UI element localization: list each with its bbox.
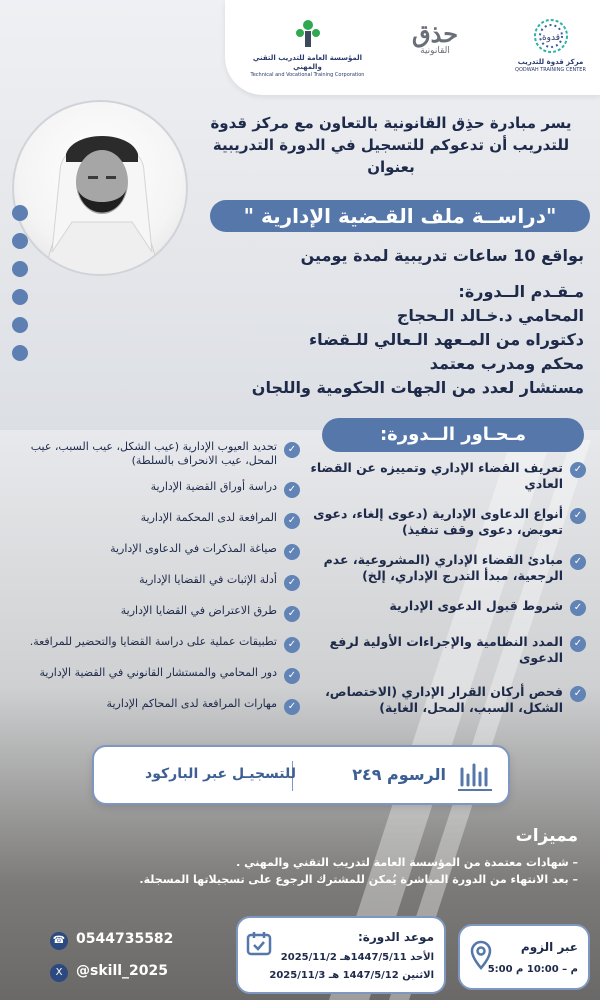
decorative-dots bbox=[12, 205, 28, 373]
topics-list-left bbox=[10, 440, 300, 715]
topic-item bbox=[306, 506, 586, 538]
check-icon: ✓ bbox=[570, 636, 586, 652]
haqq-subtitle: القانونية bbox=[420, 46, 450, 56]
topics-list-right bbox=[306, 460, 586, 716]
phone-icon: ☎ bbox=[50, 932, 68, 950]
date-line-2: الاثنين 1447/5/12 هـ 2025/11/3 bbox=[269, 970, 434, 981]
qodwah-glyph: قدوة bbox=[541, 33, 560, 43]
qodwah-logo bbox=[513, 18, 588, 74]
feature-item: – بعد الانتهاء من الدورة المباشرة يُمكن للمشترك الرجوع على تسجيلاتها المسجلة. bbox=[139, 873, 578, 886]
decor-dot bbox=[12, 345, 28, 361]
check-icon: ✓ bbox=[284, 606, 300, 622]
check-icon: ✓ bbox=[570, 600, 586, 616]
topic-text: دراسة أوراق القضية الإدارية bbox=[150, 480, 277, 493]
presenter-credential-1: دكتوراه من المـعهد الـعالي للـقضاء bbox=[309, 330, 584, 349]
topic-text: شروط قبول الدعوى الإدارية bbox=[389, 598, 563, 613]
topic-text: صياغة المذكرات في الدعاوى الإدارية bbox=[110, 542, 277, 555]
topic-item bbox=[10, 573, 300, 591]
features-title: مميزات bbox=[515, 826, 578, 846]
topic-text: مهارات المرافعة لدى المحاكم الإدارية bbox=[106, 697, 277, 710]
topic-item bbox=[306, 598, 586, 616]
check-icon: ✓ bbox=[570, 554, 586, 570]
presenter-name: المحامي د.خـالد الـحجاج bbox=[396, 306, 584, 325]
social-handle[interactable]: @skill_2025 bbox=[76, 963, 169, 979]
phone-number[interactable]: 0544735582 bbox=[76, 931, 174, 947]
topic-text: أدلة الإثبات في القضايا الإدارية bbox=[139, 573, 277, 586]
check-icon: ✓ bbox=[284, 699, 300, 715]
topic-item bbox=[306, 684, 586, 716]
check-icon: ✓ bbox=[284, 442, 300, 458]
topic-item bbox=[10, 480, 300, 498]
intro-line-1: يسر مبادرة حذِق القانونية بالتعاون مع مركز قدوة bbox=[210, 114, 572, 132]
registration-banner[interactable] bbox=[92, 745, 510, 805]
check-icon: ✓ bbox=[284, 637, 300, 653]
presenter-credential-2: محكم ومدرب معتمد bbox=[429, 354, 584, 373]
topic-text: تحديد العيوب الإدارية (عيب الشكل، عيب السبب، عيب المحل، عيب الانحراف بالسلطة) bbox=[30, 440, 277, 467]
topic-item bbox=[10, 604, 300, 622]
course-hours: بواقع 10 ساعات تدريبية لمدة يومين bbox=[300, 246, 584, 265]
features-list bbox=[8, 854, 578, 888]
tvtc-emblem-icon bbox=[293, 16, 323, 50]
topic-item bbox=[306, 460, 586, 492]
tvtc-logo bbox=[240, 16, 375, 79]
intro-line-2: للتدريب أن تدعوكم للتسجيل في الدورة التدريبية bbox=[212, 136, 570, 154]
time-value: 5:00 م – 10:00 م bbox=[487, 964, 578, 975]
check-icon: ✓ bbox=[284, 482, 300, 498]
x-icon: X bbox=[50, 964, 68, 982]
haqq-logo bbox=[400, 19, 470, 56]
topic-text: طرق الاعتراض في القضايا الإدارية bbox=[120, 604, 277, 617]
intro-line-3: بعنوان bbox=[367, 158, 415, 176]
fees-label: الرسوم ٢٤٩ bbox=[352, 765, 446, 784]
date-line-1: الأحد 1447/5/11هـ 2025/11/2 bbox=[280, 952, 434, 963]
topic-item bbox=[10, 511, 300, 529]
topic-item bbox=[10, 440, 300, 468]
topic-item bbox=[306, 634, 586, 666]
course-title: "دراســة ملف القـضية الإدارية " bbox=[210, 200, 590, 232]
check-icon: ✓ bbox=[284, 544, 300, 560]
topic-text: المرافعة لدى المحكمة الإدارية bbox=[140, 511, 277, 524]
check-icon: ✓ bbox=[284, 668, 300, 684]
barcode-icon bbox=[456, 759, 494, 799]
check-icon: ✓ bbox=[570, 508, 586, 524]
topic-item bbox=[306, 552, 586, 584]
qodwah-emblem-icon bbox=[531, 18, 571, 54]
check-icon: ✓ bbox=[570, 686, 586, 702]
calendar-icon bbox=[246, 930, 272, 956]
decor-dot bbox=[12, 289, 28, 305]
decor-dot bbox=[12, 261, 28, 277]
presenter-label: مـقـدم الــدورة: bbox=[458, 282, 584, 301]
topic-text: مبادئ القضاء الإداري (المشروعية، عدم الرجعية، مبدأ التدرج الإداري، إلخ) bbox=[323, 552, 563, 583]
topic-text: تعريف القضاء الإداري وتمييزه عن القضاء العادي bbox=[310, 460, 563, 491]
axes-title: مـحـاور الــدورة: bbox=[322, 418, 584, 452]
topic-text: المدد النظامية والإجراءات الأولية لرفع الدعوى bbox=[329, 634, 563, 665]
date-card bbox=[236, 916, 446, 994]
topic-text: فحص أركان القرار الإداري (الاختصاص، الشكل، السبب، المحل، الغاية) bbox=[325, 684, 563, 715]
topic-item bbox=[10, 635, 300, 653]
time-title: عبر الزوم bbox=[520, 940, 578, 954]
tvtc-name-ar: المؤسسة العامة للتدريب التقني والمهني bbox=[252, 54, 363, 72]
qodwah-name-ar: مركز قدوة للتدريب bbox=[517, 58, 584, 66]
tvtc-name-en: Technical and Vocational Training Corporation bbox=[250, 72, 365, 79]
header-logos bbox=[225, 0, 600, 95]
decor-dot bbox=[12, 233, 28, 249]
topic-item bbox=[10, 666, 300, 684]
presenter-info bbox=[184, 280, 584, 400]
check-icon: ✓ bbox=[284, 513, 300, 529]
decor-dot bbox=[12, 205, 28, 221]
topic-text: تطبيقات عملية على دراسة القضايا والتحضير للمرافعة. bbox=[29, 635, 277, 648]
topic-text: أنواع الدعاوى الإدارية (دعوى إلغاء، دعوى تعويض، دعوى وقف تنفيذ) bbox=[313, 506, 563, 537]
date-title: موعد الدورة: bbox=[357, 930, 434, 944]
topic-item bbox=[10, 542, 300, 560]
qodwah-name-en: QODWAH TRAINING CENTER bbox=[515, 67, 586, 74]
topic-item bbox=[10, 697, 300, 715]
haqq-wordmark: حذق bbox=[411, 19, 459, 48]
invitation-intro bbox=[196, 112, 586, 178]
check-icon: ✓ bbox=[570, 462, 586, 478]
presenter-photo bbox=[12, 100, 188, 276]
feature-item: – شهادات معتمدة من المؤسسة العامة لتدريب التقني والمهني . bbox=[236, 856, 578, 869]
check-icon: ✓ bbox=[284, 575, 300, 591]
decor-dot bbox=[12, 317, 28, 333]
presenter-credential-3: مستشار لعدد من الجهات الحكومية واللجان bbox=[251, 378, 584, 397]
topic-text: دور المحامي والمستشار القانوني في القضية الإدارية bbox=[39, 666, 277, 679]
time-card bbox=[458, 924, 590, 990]
register-cta[interactable]: للتسجيـل عبر الباركود bbox=[145, 766, 296, 782]
